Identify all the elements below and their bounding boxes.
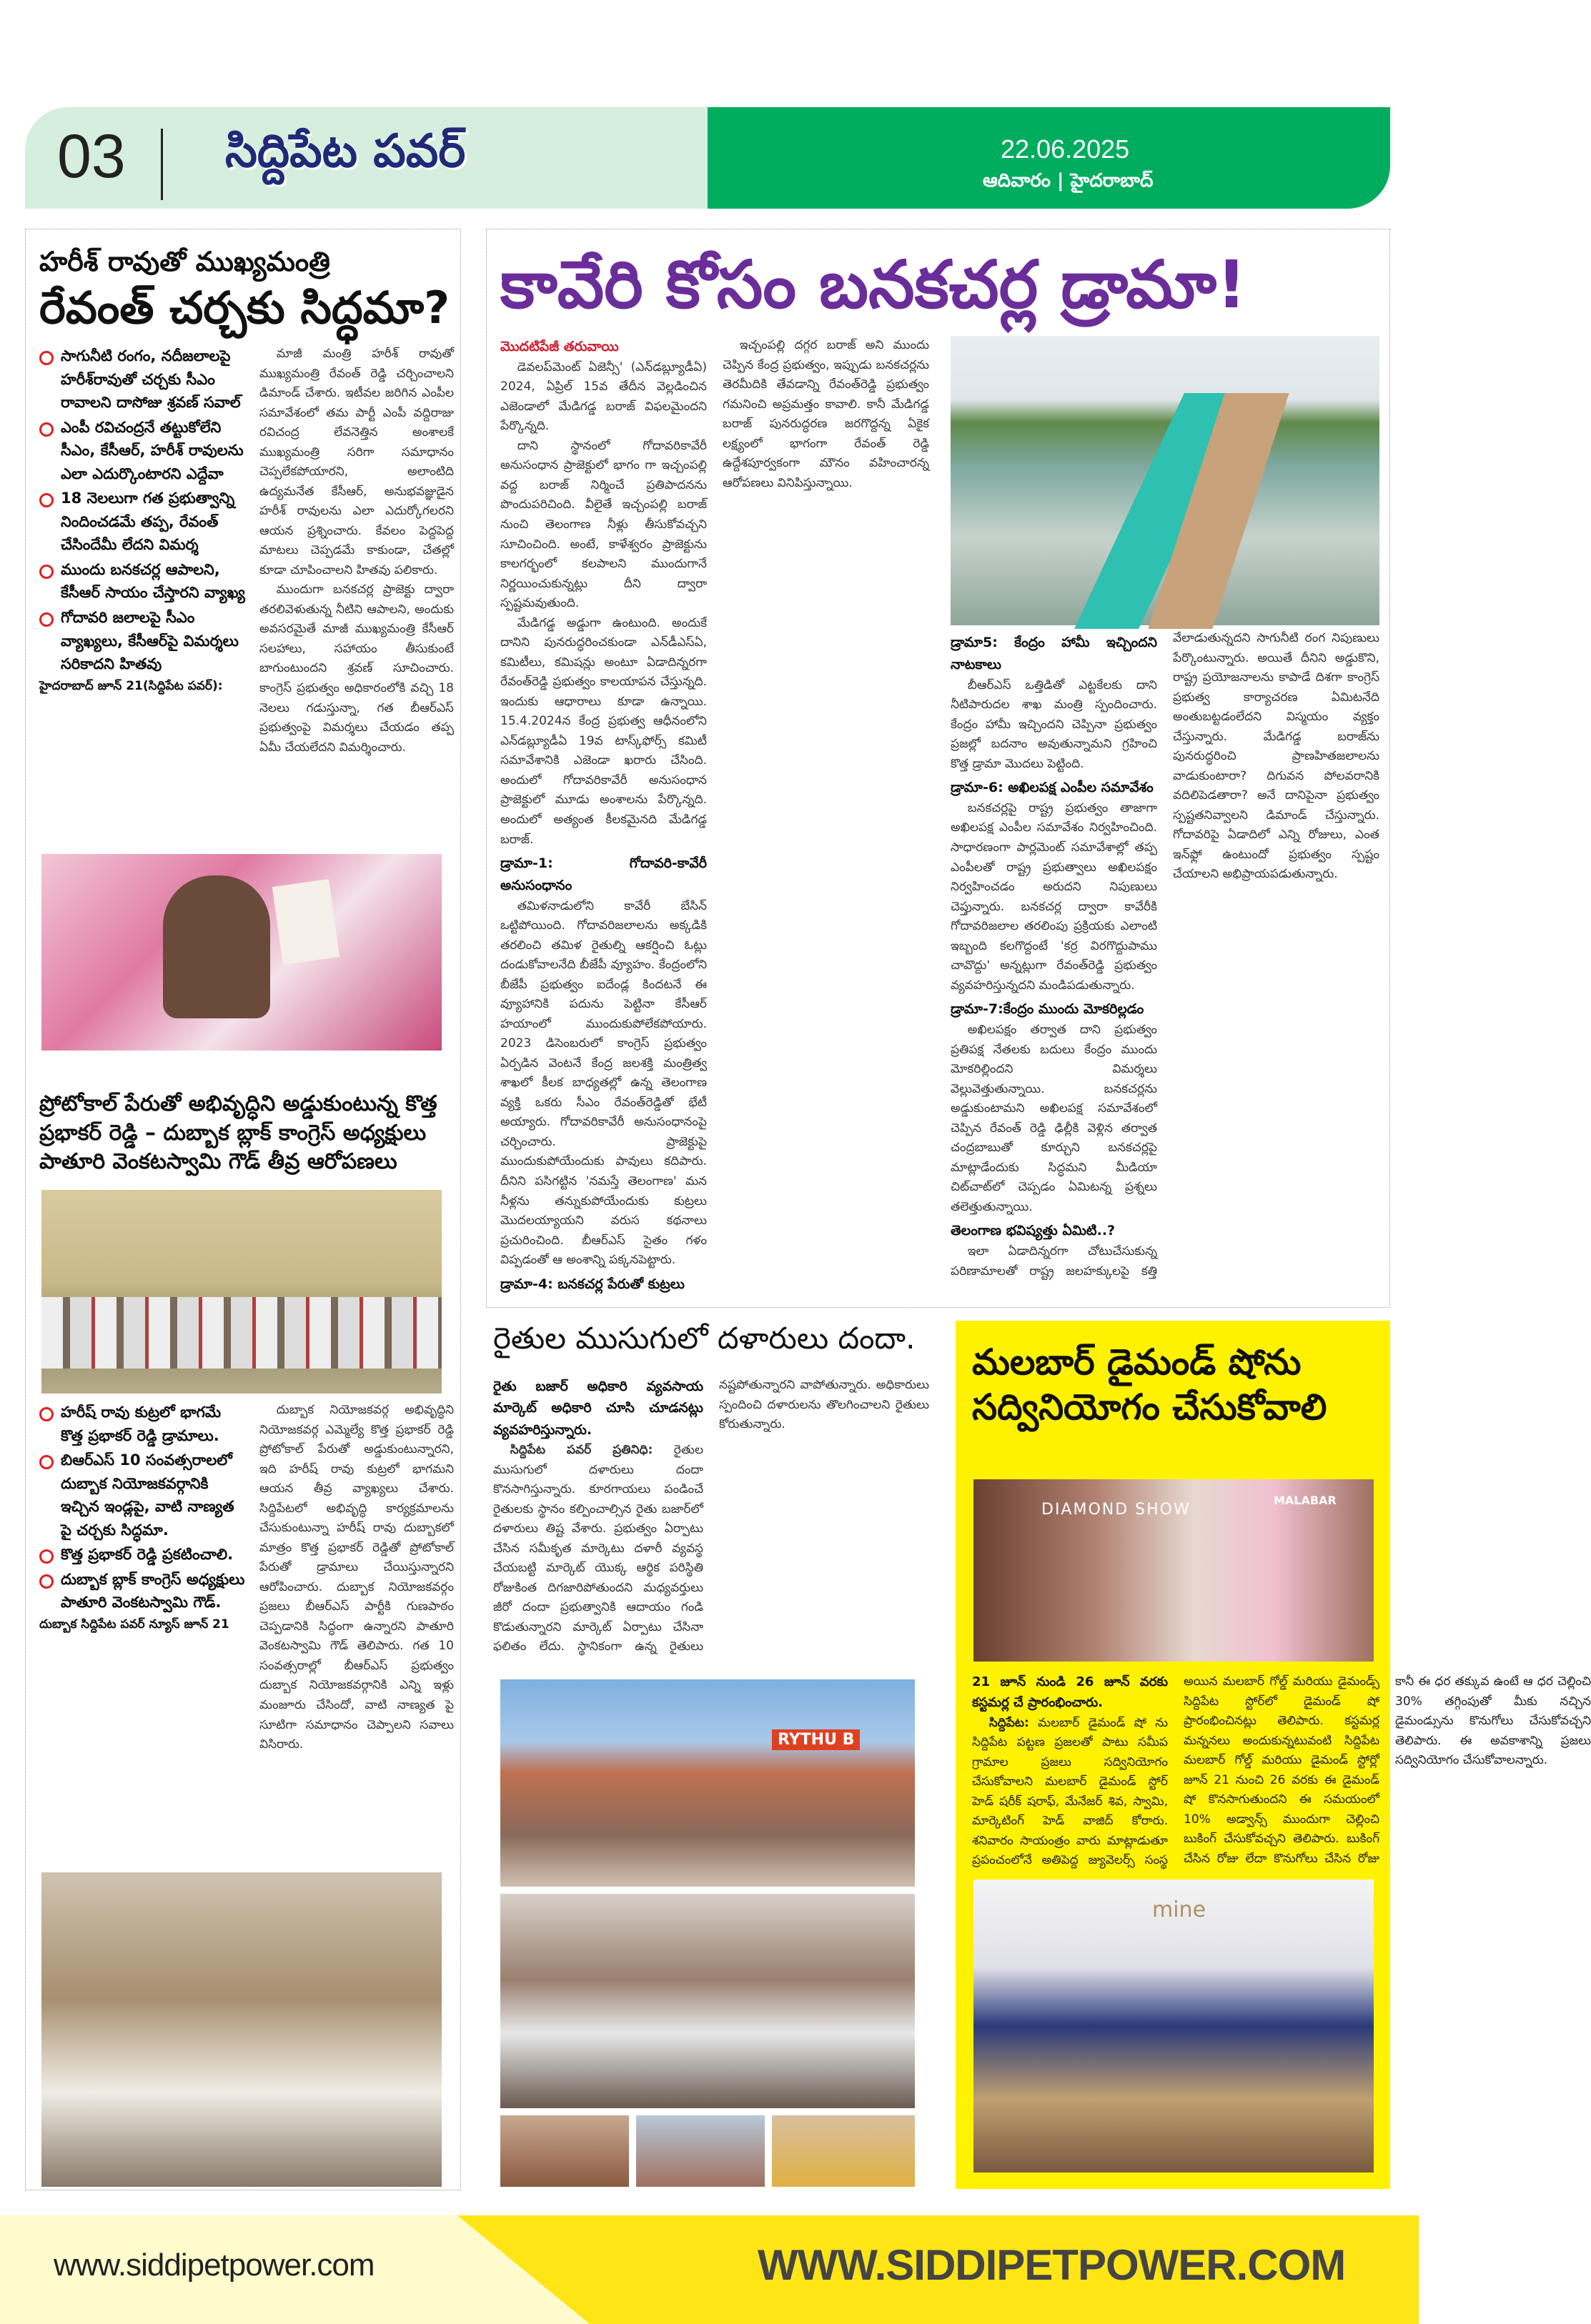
- deck: 21 జూన్ నుండి 26 జూన్ వరకు కస్టమర్ల చే ప్రారంభించారు.: [972, 1674, 1168, 1710]
- dateline: దుబ్బాక సిద్దిపేట పవర్ న్యూస్ జూన్ 21: [39, 1617, 229, 1632]
- story5-body: [972, 1672, 1591, 1872]
- photo-rythu-bazaar: [500, 1679, 915, 1887]
- page-number: 03: [57, 122, 126, 191]
- dateline: హైదరాబాద్ జూన్ 21(సిద్దిపేట పవర్):: [39, 678, 223, 693]
- paragraph: బీఆర్ఎస్ ఒత్తిడితో ఎట్టకేలకు దాని నీటిపారుదల శాఖ మంత్రి స్పందించారు. కేంద్రం హామీ ఇచ్చిందని చెప్పినా ప్రభుత్వం ప్రజల్లో బదనాం అవుతున్నామని గ్రహించి కొత్త డ్రామా మొదలు పెట్టింది.: [951, 677, 1157, 771]
- photo-store-interior: [973, 1879, 1374, 2172]
- highlight-item: సాగునీటి రంగం, నదీజలాలపై హరీశ్‌రావుతో చర్చకు సీఎం రావాలని దాసోజు శ్రవణ్ సవాల్: [39, 344, 247, 414]
- store-sign: mine: [1152, 1897, 1206, 1922]
- paragraph: మలబార్ డైమండ్ షో ను సిద్దిపేట పట్టణ ప్రజలతో పాటు సమీప గ్రామాల ప్రజలు సద్వినియోగం చేసుకోవాలని మలబార్ డైమండ్ స్టోర్ హెడ్ షరీక్ షరాఫ్, మేనేజర్ శివ, స్వామి, మార్కెటింగ్ హెడ్ వాజిద్ కోరారు. శనివారం సాయంత్రం వారు మాట్లాడుతూ ప్రపంచంలోనే అతిపెద్ద జ్యువెలర్స్ సంస్థ అయిన మలబార్ గోల్డ్ మరియు డైమండ్స్ సిద్దిపేట స్టోర్‌లో డైమండ్ షో ప్రారంభించినట్లు తెలిపారు. కస్టమర్ల మన్ననలు అందుకున్నటువంటి సిద్దిపేట మలబార్ గోల్డ్ మరియు డైమండ్ స్టోర్లో జూన్ 21 నుంచి 26 వరకు ఈ డైమండ్ షో కొనసాగుతుందని ఈ సమయంలో 10% అడ్వాన్స్ ముందుగా చెల్లించి బుకింగ్ చేసుకోవచ్చని తెలిపారు. బుకింగ్ చేసిన రోజు లేదా కొనుగోలు చేసిన రోజు కానీ ఈ ధర తక్కువ ఉంటే ఆ ధర చెల్లించి 30% తగ్గింపుతో మీకు నచ్చిన డైమండ్సును కొనుగోలు చేసుకోవచ్చని తెలిపారు. ఈ అవకాశాన్ని ప్రజలు సద్వినియోగం చేసుకోవాలన్నారు.: [972, 1674, 1591, 1868]
- paragraph: బనకచర్లపై రాష్ట్ర ప్రభుత్వం తాజాగా అఖిలపక్ష ఎంపీల సమావేశం నిర్వహించింది. సాధారణంగా పార్లమెంట్ సమావేశాల్లో తప్ప ఎంపీలతో రాష్ట్ర ప్రభుత్వాలు అఖిలపక్షం నిర్వహించడం అరుదని నిపుణులు చెప్తున్నారు. బనకచర్ల ద్వారా కావేరీకి గోదావరిజలాల తరలింపు ప్రక్రియకు ఎలాంటి ఇబ్బంది కలగొద్దంటే 'కర్ర విరగొద్దుపాము చావొద్దు' అన్నట్లుగా రేవంత్‌రెడ్డి ప్రభుత్వం వ్యవహరిస్తున్నదని మండిపడుతున్నారు.: [951, 800, 1157, 993]
- paragraph: అఖిలపక్షం తర్వాత దాని ప్రభుత్వం ప్రతిపక్ష నేతలకు బదులు కేంద్రం ముందు మోకరిల్లిందని విమర్శలు వెల్లువెత్తుతున్నాయి. బనకచర్లను అడ్డుకుంటామని అఖిలపక్ష సమావేశంలో చెప్పిన రేవంత్ రెడ్డి ఢిల్లీకి వెళ్లిన తర్వాత చంద్రబాబుతో కూర్చుని బనకచర్లపై మాట్లాడేందుకు సిద్ధమని మీడియా చిట్‌చాట్‌లో చెప్పడం ఏమిటన్న ప్రశ్నలు తలెత్తుతున్నాయి.: [951, 1023, 1157, 1214]
- main-story-text-left: [500, 336, 929, 1301]
- issue-date: 22.06.2025: [1001, 134, 1130, 164]
- photo-small: [500, 2115, 629, 2187]
- paragraph: ఇలా ఏడాదిన్నరగా చోటుచేసుకున్న పరిణామాలతో రాష్ట్ర జలహక్కులపై కత్తి వేలాడుతున్నదని సాగునీటి రంగ నిపుణులు పేర్కొంటున్నారు. అయితే దీనిని అడ్డుకొని, రాష్ట్ర ప్రయోజనాలను కాపాడే దిశగా కాంగ్రెస్ ప్రభుత్వ కార్యాచరణ ఏమిటనేది అంతుబట్టడంలేదని విస్మయం వ్యక్తం చేస్తున్నారు. మేడిగడ్డ బరాజ్‌ను పునరుద్ధరించి ప్రాణహితజలాలను వాడుకుంటారా? దిగువన పోలవరానికి వదిలిపెడతారా? అనే దానిపైనా ప్రభుత్వం స్పష్టతనివ్వాలని డిమాండ్ చేస్తున్నారు. గోదావరిపై ఏడాదిలో ఎన్ని రోజులు, ఎంత ఇన్‌ఫ్లో ఉంటుందో ప్రభుత్వం స్పష్టం చేయాలని అభిప్రాయపడుతున్నారు.: [951, 631, 1379, 1278]
- day-city: ఆదివారం | హైదరాబాద్: [983, 170, 1154, 192]
- paragraph: మేడిగడ్డ అడ్డుగా ఉంటుంది. అందుకే దానిని పునరుద్ధరించకుండా ఎన్‌డీఎస్‌ఏ, కమిటీలు, కమిషన్లు అంటూ ఏడాదిన్నరగా రేవంత్‌రెడ్డి ప్రభుత్వం కాలయాపన చేస్తున్నది. ఇందుకు ఆధారాలు కూడా ఉన్నాయి. 15.4.2024న కేంద్ర ప్రభుత్వ ఆధీనంలోని ఎన్‌డబ్ల్యూడీఏ 19వ టాస్క్‌ఫోర్స్ కమిటీ సమావేశానికి ఎజెండా ఖరారు చేసింది. అందులో గోదావరికావేరీ అనుసంధాన ప్రాజెక్టులో మూడు అంశాలను పేర్కొన్నది. అందులో అత్యంత కీలకమైనది మేడిగడ్డ బరాజ్.: [500, 615, 707, 847]
- photo-small: [636, 2115, 765, 2187]
- main-headline: కావేరి కోసం బనకచర్ల డ్రామా!: [500, 247, 1246, 323]
- shop-sign: RYTHU B: [772, 1729, 860, 1750]
- dateline: సిద్దిపేట:: [988, 1715, 1029, 1730]
- store-logo: MALABAR: [1274, 1494, 1337, 1507]
- footer-website-link-large[interactable]: WWW.SIDDIPETPOWER.COM: [758, 2241, 1346, 2289]
- paragraph: దాని స్థానంలో గోదావరికావేరీ అనుసంధాన ప్రాజెక్టులో భాగం గా ఇచ్చంపల్లి వద్ద బరాజ్ నిర్మించే ప్రతిపాదనను పొందుపరిచింది. వీలైతే ఇచ్చంపల్లి బరాజ్ నుంచి తెలంగాణ నీళ్లు తీసుకోవచ్చని సూచించింది. అంటే, కాళేశ్వరం ప్రాజెక్టును కాలగర్భంలో కలపాలని ముందుగానే నిర్ణయించుకున్నట్లు దీని ద్వారా స్పష్టమవుతుంది.: [500, 438, 707, 611]
- divider: [161, 129, 163, 200]
- paragraph: రైతుల ముసుగులో దళారులు దందా కొనసాగిస్తున్నారు. కూరగాయలు పండించే రైతులకు స్థానం కల్పించాల్సిన రైతు బజార్‌లో దళారులు తిష్ట వేశారు. ప్రభుత్వం ఏర్పాటు చేసిన సమీకృత మార్కెటు దళారీ వ్యవస్థ చేయబట్టి మార్కెట్ యొక్క ఆర్థిక పరిస్థితి రోజుకింత దిగజారిపోతుందని మధ్యవర్తులు జీరో దందా ప్రభుత్వానికి ఆదాయం గండి కొడుతున్నారని మార్కెట్ ఏర్పాటు చేసినా ఫలితం లేదు. స్థానికంగా ఉన్న రైతులు నష్టపోతున్నారని వాపోతున్నారు. అధికారులు స్పందించి దళారులను తొలగించాలని రైతులు కోరుతున్నారు.: [493, 1378, 929, 1654]
- continued-label: మొదటిపేజీ తరువాయి: [500, 339, 619, 354]
- highlight-item: గోదావరి జలాలపై సీఎం వ్యాఖ్యలు, కేసీఆర్‌పై విమర్శలు సరికాదని హితవు: [39, 606, 247, 676]
- story-headline: మలబార్ డైమండ్ షోను సద్వినియోగం చేసుకోవాలి: [972, 1341, 1327, 1428]
- photo-press-meet: [41, 854, 442, 1051]
- story4-body: [493, 1376, 929, 1672]
- story-headline: ప్రోటోకాల్ పేరుతో అభివృద్ధిని అడ్డుకుంటున్న కొత్త ప్రభాకర్ రెడ్డి – దుబ్బాక బ్లాక్ కాంగ్రెస్ అధ్యక్షులు పాతూరి వెంకటస్వామి గౌడ్ తీవ్ర ఆరోపణలు: [39, 1091, 437, 1174]
- highlight-item: హరీష్ రావు కుట్రలో భాగమే కొత్త ప్రభాకర్ రెడ్డి డ్రామాలు.: [39, 1401, 247, 1447]
- subhead: డ్రామా-6: అఖిలపక్ష ఎంపీల సమావేశం: [951, 780, 1154, 796]
- banner-text: DIAMOND SHOW: [1041, 1501, 1191, 1519]
- subhead: డ్రామా-1: గోదావరి-కావేరీ అనుసంధానం: [500, 855, 707, 893]
- paragraph: తమిళనాడులోని కావేరీ బేసిన్ ఒట్టిపోయింది. గోదావరిజలాలను అక్కడికి తరలించి తమిళ రైతుల్ని ఆకర్షించి ఓట్లు దండుకోవాలనేది బీజేపీ వ్యూహం. కేంద్రంలోని బీజేపీ ప్రభుత్వం ఐదేండ్ల కిందటనే ఈ వ్యూహానికి పదును పెట్టినా కేసీఆర్ హయాంలో ముందుకుపోలేకపోయారు. 2023 డిసెంబరులో కాంగ్రెస్ ప్రభుత్వం ఏర్పడిన వెంటనే కేంద్ర జలశక్తి మంత్రిత్వ శాఖలో కీలక బాధ్యతల్లో ఉన్న తెలంగాణ వ్యక్తి ఒకరు సీఎం రేవంత్‌రెడ్డితో భేటీ అయ్యారు. గోదావరికావేరీ అనుసంధానంపై చర్చించారు. ప్రాజెక్టుపై ముందుకుపోయేందుకు పావులు కదిపారు. దీనిని పసిగట్టిన 'నమస్తే తెలంగాణ' మన నీళ్లను తన్నుకుపోయేందుకు కుట్రలు మొదలయ్యాయని వరుస కథనాలు ప్రచురించింది. బీఆర్ఎస్ సైతం గళం విప్పడంతో ఆ అంశాన్ని పక్కనపెట్టారు.: [500, 898, 707, 1268]
- subhead: డ్రామా-7:కేంద్రం ముందు మోకరిల్లడం: [951, 1001, 1144, 1018]
- deck: రైతు బజార్ అధికారి వ్యవసాయ మార్కెట్ అధికారి చూసి చూడనట్లు వ్యవహరిస్తున్నారు.: [493, 1379, 703, 1438]
- story-headline: రైతుల ముసుగులో దళారులు దందా.: [493, 1321, 916, 1356]
- photo-group: [41, 1872, 442, 2187]
- section-brand-title: సిద్దిపేట పవర్: [225, 125, 466, 178]
- story-headline: రేవంత్ చర్చకు సిద్ధమా?: [39, 281, 450, 334]
- subhead: డ్రామా5: కేంద్రం హామీ ఇచ్చిందని నాటకాలు: [951, 635, 1157, 672]
- paragraph: ఇచ్చంపల్లి దగ్గర బరాజ్ అని ముందు చెప్పిన కేంద్ర ప్రభుత్వం, ఇప్పుడు బనకచర్లను తెరమీదికి తేవడాన్ని రేవంత్‌రెడ్డి ప్రభుత్వం గమనించి అప్రమత్తం కావాలి. కానీ మేడిగడ్డ బరాజ్ పునరుద్ధరణ జరగొద్దన్న ఏకైక లక్ష్యంలో భాగంగా రేవంత్ రెడ్డి ఉద్దేశపూర్వకంగా మౌనం వహించారన్న ఆరోపణలు వినిపిస్తున్నాయి.: [723, 338, 929, 490]
- dateline: సిద్దిపేట పవర్ ప్రతినిధి:: [510, 1443, 653, 1458]
- photo-diamond-show: [973, 1479, 1374, 1662]
- highlight-item: కొత్త ప్రభాకర్ రెడ్డి ప్రకటించాలి.: [39, 1543, 247, 1566]
- story-highlights: [39, 1401, 247, 1614]
- highlight-item: ముందు బనకచర్ల ఆపాలని, కేసీఆర్ సాయం చేస్తారని వ్యాఖ్య: [39, 558, 247, 605]
- photo-dam: [951, 336, 1379, 625]
- story-kicker: హరీశ్ రావుతో ముఖ్యమంత్రి: [39, 246, 330, 277]
- paragraph: దుబ్బాక నియోజకవర్గ అభివృద్ధిని నియోజకవర్గ ఎమ్మెల్యే కొత్త ప్రభాకర్ రెడ్డి ప్రోటోకాల్ పేరుతో అడ్డుకుంటున్నారని, ఇది హరీష్ రావు కుట్రలో భాగమని ఆయన తీవ్ర వ్యాఖ్యలు చేశారు. సిద్దిపేటలో అభివృద్ధి కార్యక్రమాలను చేసుకుంటున్నా హరీష్ రావు దుబ్బాకలో మాత్రం కొత్త ప్రభాకర్ రెడ్డితో ప్రోటోకాల్ పేరుతో డ్రామాలు చేయిస్తున్నారని ఆరోపించారు. దుబ్బాక నియోజకవర్గం ప్రజలు బీఆర్ఎస్ పార్టీకి గుణపాఠం చెప్పడానికి సిద్ధంగా ఉన్నారని పాతూరి వెంకటస్వామి గౌడ్ తెలిపారు. గత 10 సంవత్సరాల్లో బీఆర్ఎస్ ప్రభుత్వం దుబ్బాక నియోజకవర్గానికి ఎన్ని ఇళ్లు మంజూరు చేసిందో, వాటి నాణ్యత పై సూటిగా సమాధానం చెప్పాలని సవాలు విసిరారు.: [259, 1403, 454, 1752]
- main-story-text-right: [951, 629, 1379, 1301]
- highlight-item: 18 నెలలుగా గత ప్రభుత్వాన్ని నిందించడమే తప్ప, రేవంత్ చేసిందేమీ లేదని విమర్శ: [39, 487, 247, 557]
- highlight-item: దుబ్బాక బ్లాక్ కాంగ్రెస్ అధ్యక్షులు పాతూరి వెంకటస్వామి గౌడ్.: [39, 1568, 247, 1614]
- story-highlights: [39, 344, 247, 676]
- paragraph: డెవలప్‌మెంట్ ఏజెన్సీ' (ఎన్‌డబ్ల్యూడీఏ) 2024, ఏప్రిల్ 15వ తేదీన వెల్లడించిన ఎజెండాలో మేడిగడ్డ బరాజ్ విఫలమైందని పేర్కొన్నది.: [500, 359, 707, 434]
- footer-website-link[interactable]: www.siddipetpower.com: [54, 2248, 375, 2283]
- paragraph: మాజీ మంత్రి హరీశ్ రావుతో ముఖ్యమంత్రి రేవంత్ రెడ్డి చర్చించాలని డిమాండ్ చేశారు. ఇటీవల జరిగిన ఎంపీల సమావేశంలో తమ పార్టీ ఎంపీ వద్దిరాజు రవిచంద్ర లేవనెత్తిన అంశాలకే ముఖ్యమంత్రి సరిగా సమాధానం చెప్పలేకపోయారని, అలాంటిది ఉద్యమనేత కేసీఆర్, అనుభవజ్ఞుడైన హరీశ్ రావులను ఎలా ఎదుర్కోగలరని ఆయన ప్రశ్నించారు. కేవలం పెద్దపెద్ద మాటలు చెప్పడమే కాకుండా, చేతల్లో కూడా చూపించాలని హితవు పలికారు.: [259, 346, 454, 577]
- subhead: తెలంగాణ భవిష్యత్తు ఏమిటి..?: [951, 1223, 1116, 1239]
- photo-interview: [500, 1894, 915, 2108]
- photo-congress-leaders: [41, 1190, 442, 1394]
- subhead: డ్రామా-4: బనకచర్ల పేరుతో కుట్రలు: [500, 1276, 685, 1292]
- photo-small: [772, 2115, 915, 2187]
- story2-body: [39, 1401, 454, 1858]
- paragraph: ముందుగా బనకచర్ల ప్రాజెక్టు ద్వారా తరలివెళుతున్న నీటిని ఆపాలని, అందుకు అవసరమైతే మాజీ ముఖ్యమంత్రి కేసీఆర్ సలహాలు, సహాయం తీసుకుంటే బాగుంటుందని శ్రవణ్ సూచించారు. కాంగ్రెస్ ప్రభుత్వం అధికారంలోకి వచ్చి 18 నెలలు గడుస్తున్నా, గత బీఆర్ఎస్ ప్రభుత్వంపై విమర్శలు చేయడం తప్ప ఏమీ చేయలేదని విమర్శించారు.: [259, 582, 454, 755]
- highlight-item: బిఆర్ఎస్ 10 సంవత్సరాలలో దుబ్బాక నియోజకవర్గానికి ఇచ్చిన ఇండ్లపై, వాటి నాణ్యత పై చర్చకు సిద్ధమా.: [39, 1449, 247, 1541]
- highlight-item: ఎంపీ రవిచంద్రనే తట్టుకోలేని సీఎం, కేసీఆర్, హరీశ్ రావులను ఎలా ఎదుర్కొంటారని ఎద్దేవా: [39, 416, 247, 486]
- story-harish: [39, 247, 454, 845]
